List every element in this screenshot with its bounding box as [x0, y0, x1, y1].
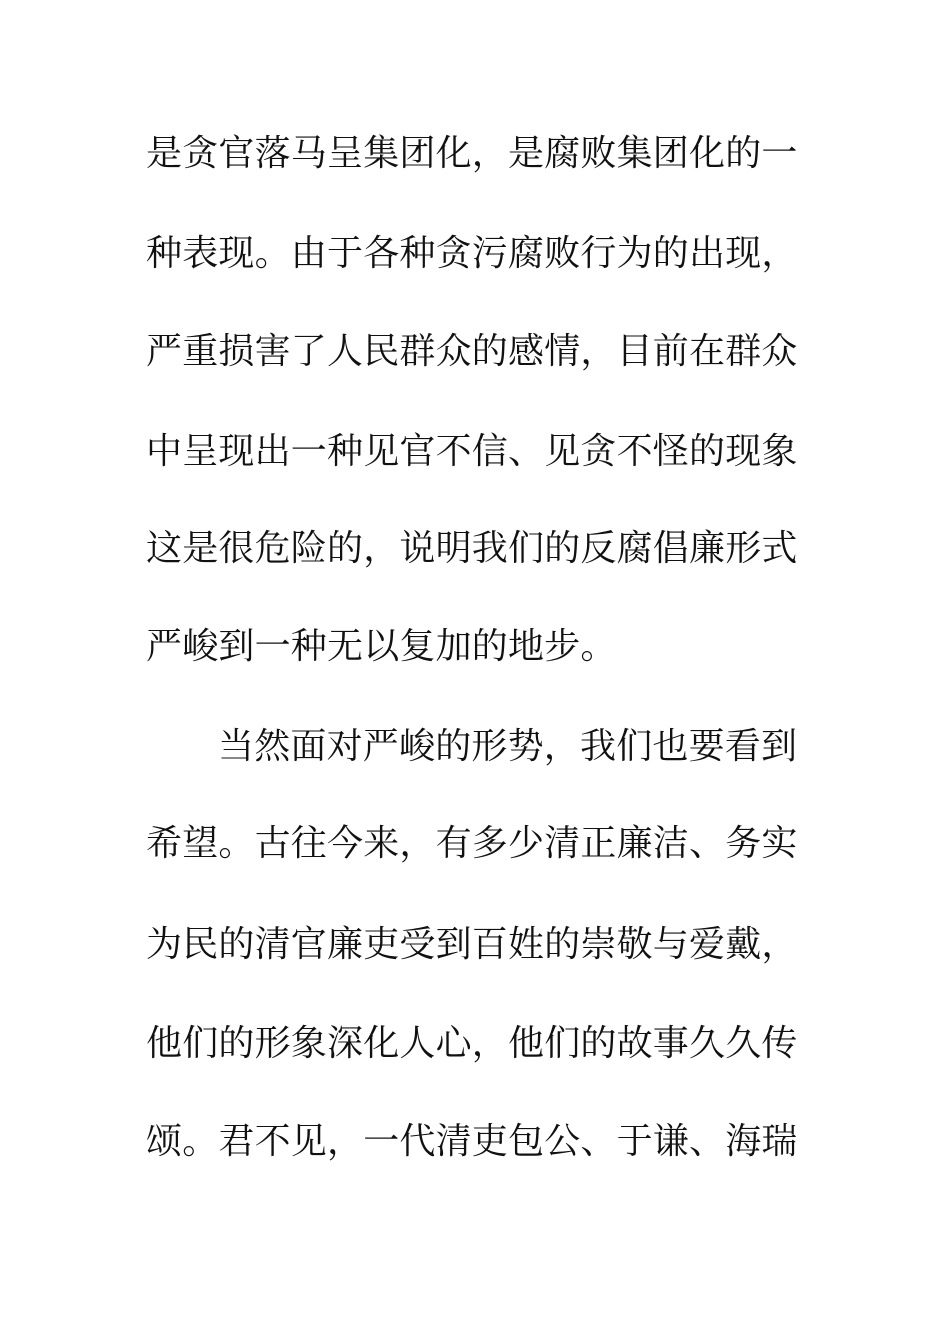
- text-line: 严重损害了人民群众的感情，目前在群众: [146, 331, 798, 372]
- text-line: 中呈现出一种见官不信、见贪不怪的现象: [146, 431, 798, 472]
- text-line: 种表现。由于各种贪污腐败行为的出现，: [146, 233, 798, 274]
- text-line: 希望。古往今来，有多少清正廉洁、务实: [146, 823, 798, 864]
- text-line: 他们的形象深化人心，他们的故事久久传: [146, 1023, 798, 1064]
- text-line: 颂。君不见，一代清吏包公、于谦、海瑞: [146, 1121, 798, 1162]
- text-line: 为民的清官廉吏受到百姓的崇敬与爱戴，: [146, 924, 798, 965]
- text-line: 是贪官落马呈集团化，是腐败集团化的一: [146, 133, 798, 174]
- text-line: 这是很危险的，说明我们的反腐倡廉形式: [146, 528, 798, 569]
- paragraph-first-line: 当然面对严峻的形势，我们也要看到: [218, 726, 798, 767]
- text-line: 严峻到一种无以复加的地步。: [146, 626, 617, 667]
